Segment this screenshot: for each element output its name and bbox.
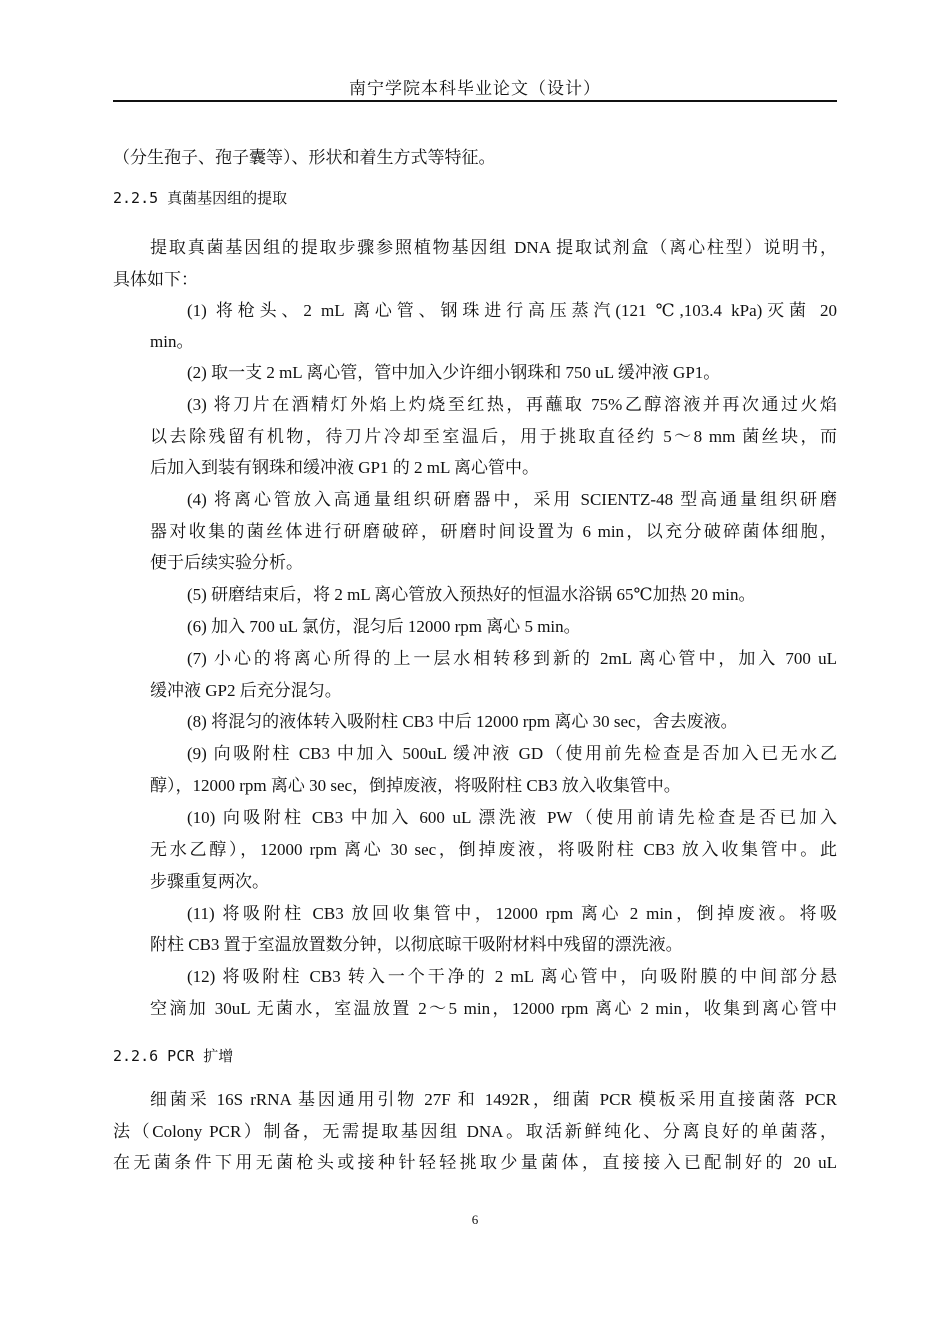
list-item-line: (1) 将枪头、2 mL 离心管、钢珠进行高压蒸汽(121 ℃,103.4 kPa)灭菌 20: [187, 301, 837, 320]
section-heading-2-2-5: 2.2.5 真菌基因组的提取: [113, 189, 288, 207]
page-header-title: 南宁学院本科毕业论文（设计）: [349, 79, 601, 98]
page-number: 6: [471, 1212, 479, 1227]
list-item-line: 附柱 CB3 置于室温放置数分钟，以彻底晾干吸附材料中残留的漂洗液。: [150, 935, 683, 954]
list-item-line: (4) 将离心管放入高通量组织研磨器中，采用 SCIENTZ-48 型高通量组织研磨: [187, 490, 837, 509]
list-item-line: 以去除残留有机物，待刀片冷却至室温后，用于挑取直径约 5～8 mm 菌丝块，而: [150, 427, 837, 446]
list-item-line: (8) 将混匀的液体转入吸附柱 CB3 中后 12000 rpm 离心 30 sec，舍去废液。: [187, 712, 738, 731]
list-item-line: (6) 加入 700 uL 氯仿，混匀后 12000 rpm 离心 5 min。: [187, 617, 581, 636]
list-item-line: (10) 向吸附柱 CB3 中加入 600 uL 漂洗液 PW（使用前请先检查是否已加入: [187, 808, 837, 827]
body-line: 具体如下：: [113, 270, 198, 289]
body-line: （分生孢子、孢子囊等）、形状和着生方式等特征。: [113, 148, 496, 167]
list-item-line: (2) 取一支 2 mL 离心管，管中加入少许细小钢珠和 750 uL 缓冲液 GP1。: [187, 363, 721, 382]
list-item-line: 空滴加 30uL 无菌水，室温放置 2～5 min，12000 rpm 离心 2 min，收集到离心管中: [150, 999, 837, 1018]
list-item-line: 器对收集的菌丝体进行研磨破碎，研磨时间设置为 6 min，以充分破碎菌体细胞，: [150, 522, 837, 541]
body-line: 细菌采 16S rRNA 基因通用引物 27F 和 1492R，细菌 PCR 模板采用直接菌落 PCR: [150, 1090, 837, 1109]
header-rule: [113, 100, 837, 102]
list-item-line: (5) 研磨结束后，将 2 mL 离心管放入预热好的恒温水浴锅 65℃加热 20 min。: [187, 585, 756, 604]
list-item-line: 步骤重复两次。: [150, 872, 269, 891]
body-line: 法（Colony PCR）制备，无需提取基因组 DNA。取活新鲜纯化、分离良好的单菌落，: [113, 1122, 837, 1141]
list-item-line: (9) 向吸附柱 CB3 中加入 500uL 缓冲液 GD（使用前先检查是否加入已无水乙: [187, 744, 837, 763]
list-item-line: 便于后续实验分析。: [150, 553, 303, 572]
list-item-line: 缓冲液 GP2 后充分混匀。: [150, 681, 342, 700]
list-item-line: (3) 将刀片在酒精灯外焰上灼烧至红热，再蘸取 75%乙醇溶液并再次通过火焰: [187, 395, 837, 414]
list-item-line: (7) 小心的将离心所得的上一层水相转移到新的 2mL 离心管中，加入 700 uL: [187, 649, 837, 668]
list-item-line: (12) 将吸附柱 CB3 转入一个干净的 2 mL 离心管中，向吸附膜的中间部分悬: [187, 967, 837, 986]
list-item-line: min。: [150, 332, 194, 351]
list-item-line: 无水乙醇），12000 rpm 离心 30 sec，倒掉废液，将吸附柱 CB3 放入收集管中。此: [150, 840, 837, 859]
list-item-line: 醇），12000 rpm 离心 30 sec，倒掉废液，将吸附柱 CB3 放入收集管中。: [150, 776, 681, 795]
section-heading-2-2-6: 2.2.6 PCR 扩增: [113, 1047, 234, 1065]
list-item-line: 后加入到装有钢珠和缓冲液 GP1 的 2 mL 离心管中。: [150, 458, 539, 477]
body-line: 在无菌条件下用无菌枪头或接种针轻轻挑取少量菌体，直接接入已配制好的 20 uL: [113, 1153, 837, 1172]
body-line: 提取真菌基因组的提取步骤参照植物基因组 DNA 提取试剂盒（离心柱型）说明书，: [150, 238, 837, 257]
list-item-line: (11) 将吸附柱 CB3 放回收集管中，12000 rpm 离心 2 min，倒掉废液。将吸: [187, 904, 837, 923]
